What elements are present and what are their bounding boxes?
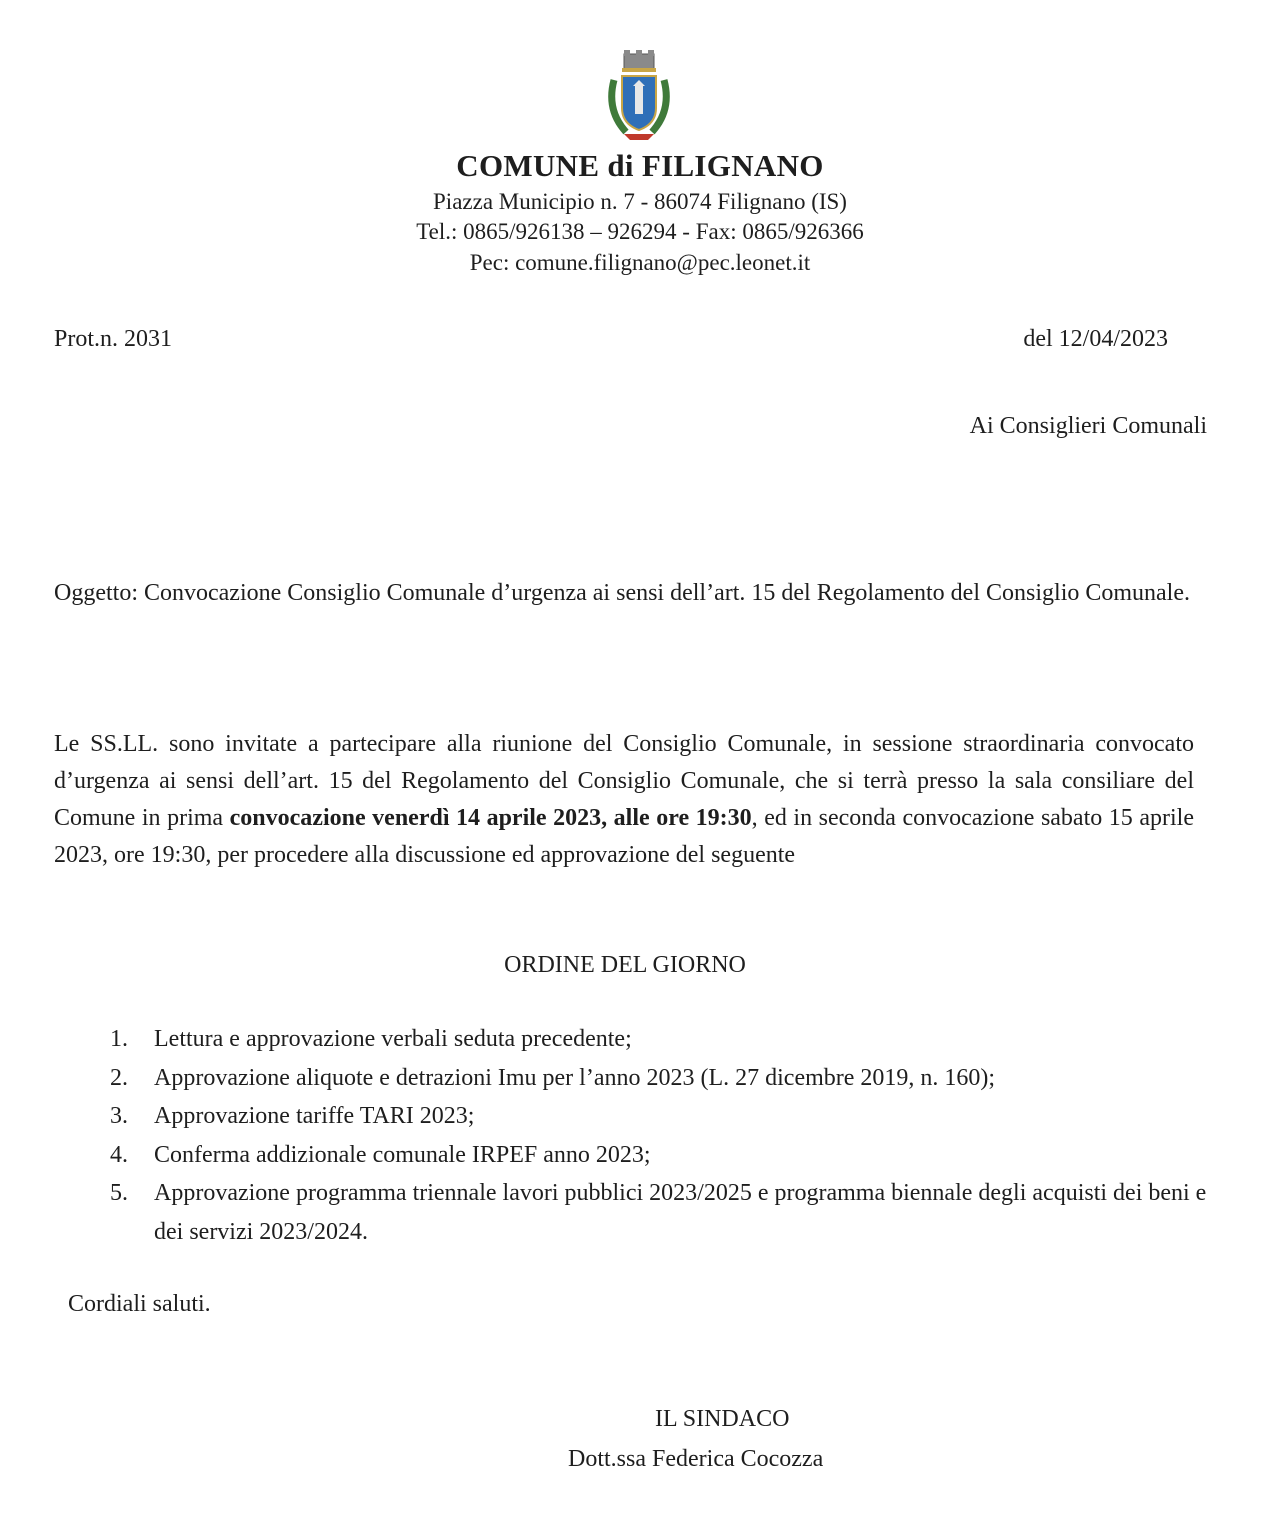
agenda-item	[110, 1136, 1220, 1175]
agenda-item	[110, 1059, 1220, 1098]
pec-email-line: Pec: comune.filignano@pec.leonet.it	[469, 250, 811, 275]
protocol-number: Prot.n. 2031	[54, 326, 173, 352]
agenda-item-number: 2.	[110, 1064, 128, 1091]
agenda-item	[110, 1097, 1220, 1136]
organization-name: COMUNE di FILIGNANO	[456, 148, 824, 183]
agenda-item-text: Approvazione tariffe TARI 2023;	[154, 1103, 475, 1129]
agenda-item-number: 1.	[110, 1026, 128, 1052]
body-text-bold: convocazione venerdì 14 aprile 2023, alle ore 19:30	[229, 805, 752, 831]
subject-paragraph: Oggetto: Convocazione Consiglio Comunale d’urgenza ai sensi dell’art. 15 del Regolamento del Consiglio Comunale.	[54, 580, 1191, 606]
agenda-title: ORDINE DEL GIORNO	[504, 952, 746, 978]
agenda-item-text: Conferma addizionale comunale IRPEF anno 2023;	[154, 1141, 651, 1168]
agenda-item-number: 3.	[110, 1103, 128, 1129]
agenda-item-text: Approvazione aliquote e detrazioni Imu per l’anno 2023 (L. 27 dicembre 2019, n. 160);	[154, 1064, 996, 1091]
agenda-item-number: 4.	[110, 1141, 128, 1168]
agenda-item	[110, 1020, 1220, 1059]
signer-title: IL SINDACO	[655, 1406, 790, 1432]
phone-fax-line: Tel.: 0865/926138 – 926294 - Fax: 0865/926366	[416, 219, 864, 244]
document-date: del 12/04/2023	[1023, 326, 1168, 352]
agenda-list	[110, 1020, 1220, 1251]
recipient: Ai Consiglieri Comunali	[969, 413, 1207, 439]
coat-of-arms-icon	[604, 50, 674, 146]
body-text-part2: , ed in seconda convocazione sabato 15 aprile 2023, ore 19:30, per procedere alla discussione ed approvazione del seguente	[54, 805, 1194, 868]
body-text-part1: Le SS.LL. sono invitate a partecipare alla riunione del Consiglio Comunale, in sessione straordinaria convocato d’urgenza ai sensi dell’art. 15 del Regolamento del Consiglio Comunale, che si terrà presso la sala consiliare del Comune in prima	[54, 731, 1194, 831]
address-line: Piazza Municipio n. 7 - 86074 Filignano (IS)	[433, 189, 847, 214]
agenda-item-text: Lettura e approvazione verbali seduta precedente;	[154, 1026, 632, 1052]
closing-greeting: Cordiali saluti.	[68, 1291, 211, 1317]
agenda-item-number: 5.	[110, 1180, 128, 1206]
agenda-item-text: Approvazione programma triennale lavori pubblici 2023/2025 e programma biennale degli acquisti dei beni e dei servizi 2023/2024.	[154, 1180, 1207, 1245]
signer-name: Dott.ssa Federica Cocozza	[568, 1446, 824, 1472]
agenda-item	[110, 1174, 1220, 1251]
body-paragraph	[54, 726, 1194, 874]
